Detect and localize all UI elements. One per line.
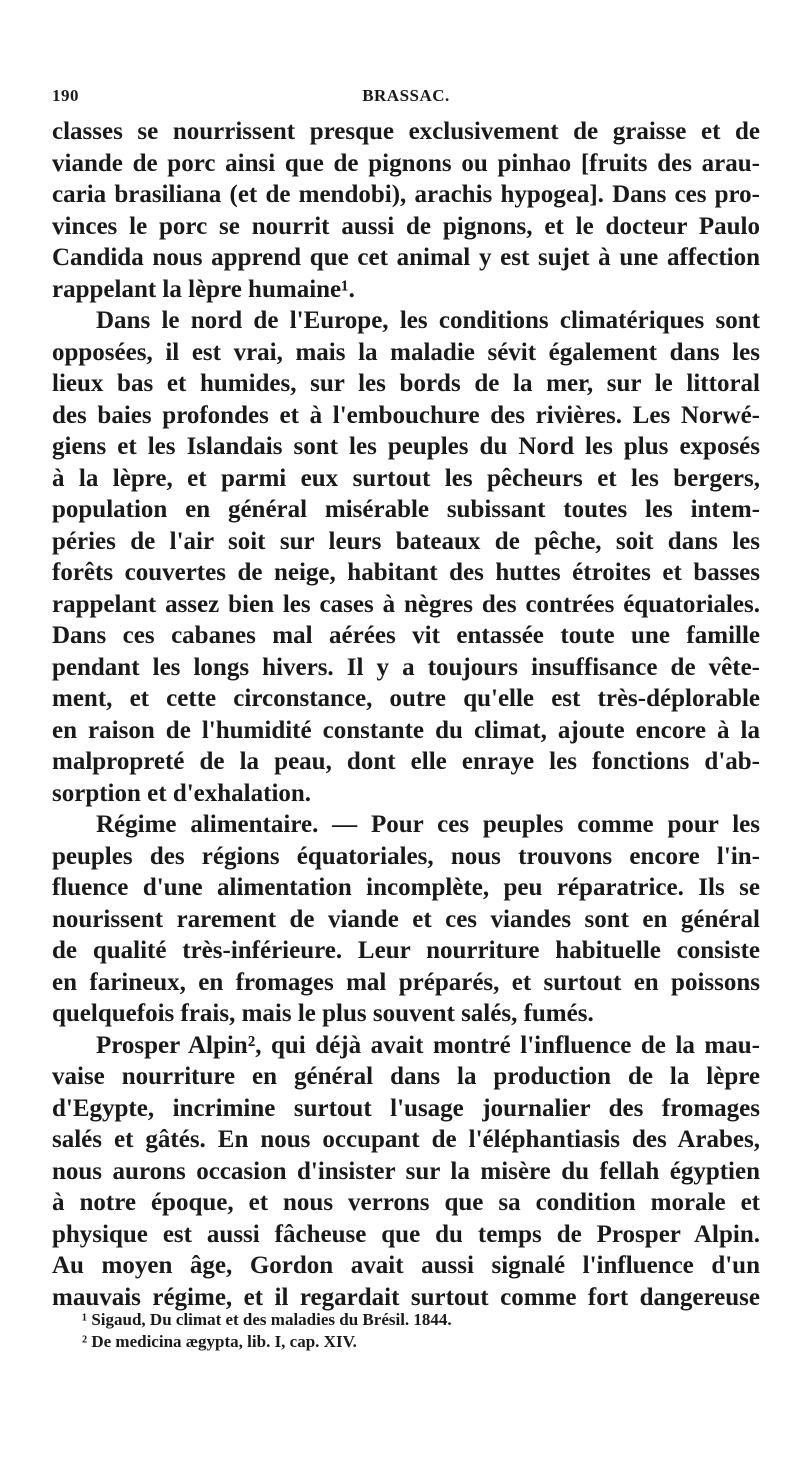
text-line: péries de l'air soit sur leurs bateaux de pêche, soit dans les: [52, 527, 760, 555]
text-line: giens et les Islandais sont les peuples du Nord les plus exposés: [52, 433, 760, 460]
footnote: ² De medicina ægypta, lib. I, cap. XIV.: [82, 1332, 357, 1351]
text-line: opposées, il est vrai, mais la maladie sévit également dans les: [52, 338, 760, 366]
footnotes: [82, 1309, 742, 1353]
text-line: ment, et cette circonstance, outre qu'elle est très-déplorable: [52, 685, 760, 712]
text-line: des baies profondes et à l'embouchure des rivières. Les Norwé-: [52, 401, 760, 429]
text-line: d'Egypte, incrimine surtout l'usage journalier des fromages: [52, 1094, 760, 1122]
text-line: fluence d'une alimentation incomplète, peu réparatrice. Ils se: [52, 874, 760, 901]
text-line: de qualité très-inférieure. Leur nourriture habituelle consiste: [52, 937, 760, 964]
text-line: Prosper Alpin², qui déjà avait montré l'influence de la mau-: [96, 1031, 760, 1059]
text-line: nourissent rarement de viande et ces viandes sont en général: [52, 905, 760, 933]
text-line: en raison de l'humidité constante du climat, ajoute encore à la: [52, 716, 760, 744]
text-line: caria brasiliana (et de mendobi), arachis hypogea]. Dans ces pro-: [52, 181, 760, 208]
page-header: [52, 86, 760, 110]
text-line: à la lèpre, et parmi eux surtout les pêcheurs et les bergers,: [52, 464, 760, 492]
footnote: ¹ Sigaud, Du climat et des maladies du Brésil. 1844.: [82, 1310, 452, 1329]
text-line: peuples des régions équatoriales, nous trouvons encore l'in-: [52, 842, 760, 870]
text-line: vaise nourriture en général dans la production de la lèpre: [52, 1063, 760, 1090]
text-line: population en général misérable subissant toutes les intem-: [52, 496, 760, 523]
text-line: vinces le porc se nourrit aussi de pignons, et le docteur Paulo: [52, 212, 760, 240]
text-line: classes se nourrissent presque exclusivement de graisse et de: [52, 118, 760, 145]
text-line: Candida nous apprend que cet animal y est sujet à une affection: [52, 244, 760, 271]
text-line: sorption et d'exhalation.: [52, 779, 312, 807]
text-line: pendant les longs hivers. Il y a toujours insuffisance de vête-: [52, 653, 760, 681]
text-line: en farineux, en fromages mal préparés, et surtout en poissons: [52, 968, 760, 996]
text-line: viande de porc ainsi que de pignons ou pinhao [fruits des arau-: [52, 149, 760, 177]
text-line: rappelant assez bien les cases à nègres des contrées équatoriales.: [52, 590, 760, 618]
text-line: à notre époque, et nous verrons que sa condition morale et: [52, 1189, 760, 1216]
text-line: Au moyen âge, Gordon avait aussi signalé l'influence d'un: [52, 1252, 760, 1279]
text-line: physique est aussi fâcheuse que du temps de Prosper Alpin.: [52, 1220, 760, 1248]
text-line: lieux bas et humides, sur les bords de la mer, sur le littoral: [52, 370, 760, 397]
text-line: quelquefois frais, mais le plus souvent salés, fumés.: [52, 1000, 594, 1027]
text-line: malpropreté de la peau, dont elle enraye les fonctions d'ab-: [52, 748, 760, 775]
page-number: 190: [52, 86, 79, 105]
text-line: Régime alimentaire. — Pour ces peuples comme pour les: [96, 811, 760, 838]
text-line: forêts couvertes de neige, habitant des huttes étroites et basses: [52, 559, 760, 586]
text-line: Dans le nord de l'Europe, les conditions climatériques sont: [96, 307, 760, 334]
text-line: mauvais régime, et il regardait surtout comme fort dangereuse: [52, 1283, 760, 1311]
body-text: [52, 116, 760, 1313]
text-line: salés et gâtés. En nous occupant de l'éléphantiasis des Arabes,: [52, 1126, 760, 1153]
running-head: BRASSAC.: [362, 86, 450, 105]
text-line: rappelant la lèpre humaine¹.: [52, 275, 355, 303]
text-line: nous aurons occasion d'insister sur la misère du fellah égyptien: [52, 1157, 760, 1185]
text-line: Dans ces cabanes mal aérées vit entassée toute une famille: [52, 622, 760, 649]
